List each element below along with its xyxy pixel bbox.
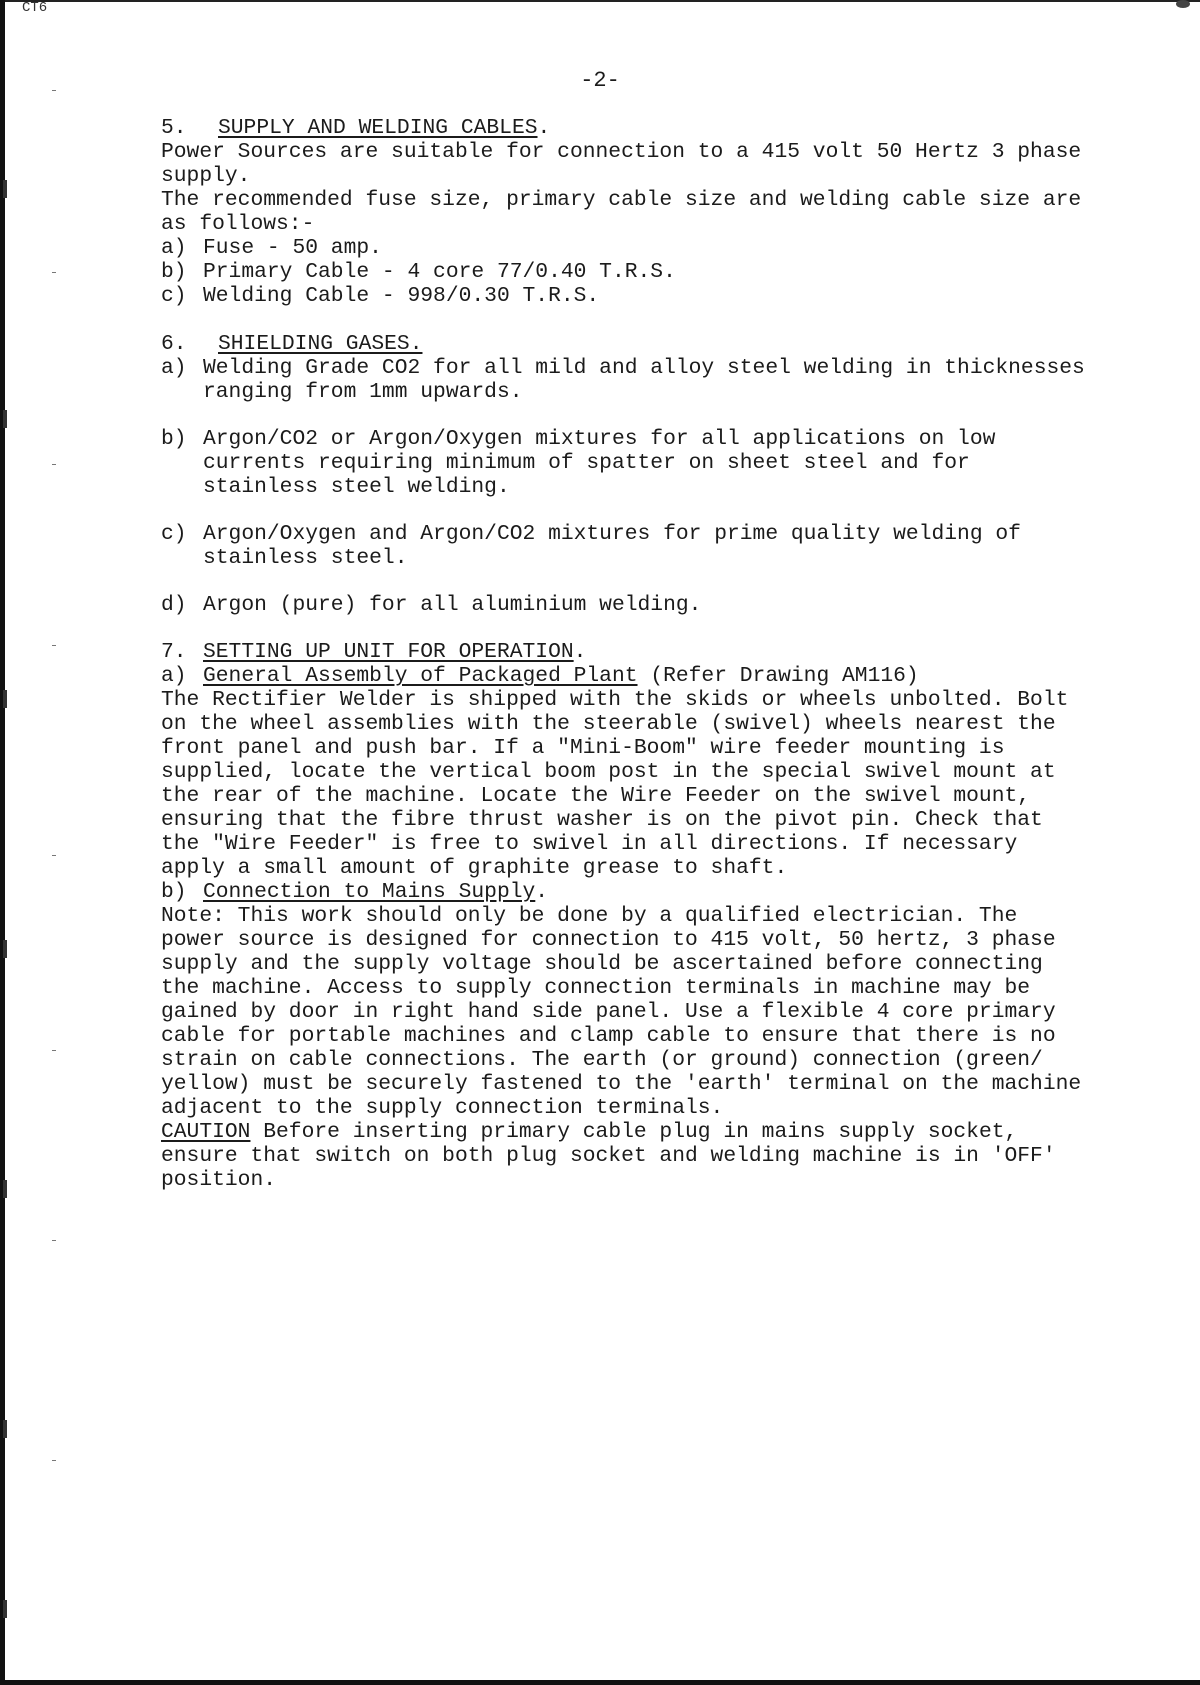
list-item-text: Argon (pure) for all aluminium welding.: [203, 593, 702, 617]
cable-size-list: [161, 236, 1091, 308]
list-item-text: Welding Cable - 998/0.30 T.R.S.: [203, 284, 600, 308]
section-5-heading: [161, 116, 1091, 140]
margin-tick: [52, 1460, 56, 1461]
subsection-a-body: The Rectifier Welder is shipped with the skids or wheels unbolted. Bolt on the wheel assemblies with the steerable (swivel) wheels nearest the front panel and push bar. If a "Mini-Boom" wire feeder mounting is supplied, locate the vertical boom post in the special swivel mount at the rear of the machine. Locate the Wire Feeder on the swivel mount, ensuring that the fibre thrust washer is on the pivot pin. Check that the "Wire Feeder" is free to swivel in all directions. If necessary apply a small amount of graphite grease to shaft.: [161, 688, 1069, 880]
section-title: SHIELDING GASES.: [218, 332, 423, 356]
section-title-end: .: [573, 640, 587, 664]
document-body: [161, 116, 1091, 1192]
list-item: [161, 260, 1091, 284]
list-marker: c): [161, 284, 187, 308]
caution-label: CAUTION: [161, 1120, 251, 1144]
section-7-heading: [161, 640, 1091, 664]
scan-top-edge: [0, 0, 1200, 2]
section-5-paragraph-2: The recommended fuse size, primary cable size and welding cable size are as follows:-: [161, 188, 1082, 236]
margin-tick: [52, 645, 56, 646]
section-6-heading: [161, 332, 1091, 356]
subsection-title-end: .: [535, 880, 549, 904]
page-number: -2-: [580, 68, 620, 93]
gas-item: [161, 427, 1091, 499]
margin-tick: [52, 855, 56, 856]
list-marker: b): [161, 427, 187, 451]
section-number: 5.: [161, 116, 187, 140]
scan-speck: [3, 1420, 7, 1438]
gas-item: [161, 356, 1091, 404]
scan-speck: [3, 690, 7, 708]
section-number: 7.: [161, 640, 187, 664]
list-item-text: Argon/CO2 or Argon/Oxygen mixtures for all applications on low currents requiring minimum of spatter on sheet steel and for stainless steel welding.: [203, 427, 996, 499]
scan-speck: [3, 1600, 7, 1618]
list-item-text: Fuse - 50 amp.: [203, 236, 382, 260]
list-marker: a): [161, 356, 187, 380]
list-item: [161, 236, 1091, 260]
section-title: SUPPLY AND WELDING CABLES: [218, 116, 538, 140]
section-number: 6.: [161, 332, 187, 356]
subsection-title: Connection to Mains Supply: [203, 880, 536, 904]
gas-item: [161, 593, 1091, 617]
scan-speck: [3, 180, 7, 198]
subsection-marker: b): [161, 880, 187, 904]
scan-speck: [3, 940, 7, 958]
list-marker: d): [161, 593, 187, 617]
list-item: [161, 284, 1091, 308]
gas-item: [161, 522, 1091, 570]
subsection-marker: a): [161, 664, 187, 688]
scan-bottom-edge: [0, 1680, 1200, 1685]
drawing-reference: (Refer Drawing AM116): [650, 664, 919, 688]
caution-text: Before inserting primary cable plug in mains supply socket, ensure that switch on both plug socket and welding machine is in 'OFF' position.: [161, 1120, 1056, 1192]
subsection-b-heading: [161, 880, 1091, 904]
subsection-a-heading: [161, 664, 1091, 688]
section-title: SETTING UP UNIT FOR OPERATION: [203, 640, 574, 664]
corner-stamp-left: CT6: [22, 0, 48, 16]
margin-tick: [52, 272, 56, 273]
list-item-text: Welding Grade CO2 for all mild and alloy steel welding in thicknesses ranging from 1mm upwards.: [203, 356, 1085, 404]
margin-tick: [52, 1240, 56, 1241]
scan-speck: [3, 1180, 7, 1198]
subsection-title: General Assembly of Packaged Plant: [203, 664, 638, 688]
margin-tick: [52, 464, 56, 465]
subsection-b-body: Note: This work should only be done by a qualified electrician. The power source is designed for connection to 415 volt, 50 hertz, 3 phase supply and the supply voltage should be ascertained before connecting the machine. Access to supply connection terminals in machine may be gained by door in right hand side panel. Use a flexible 4 core primary cable for portable machines and clamp cable to ensure that there is no strain on cable connections. The earth (or ground) connection (green/ yellow) must be securely fastened to the 'earth' terminal on the machine adjacent to the supply connection terminals.: [161, 904, 1082, 1120]
corner-stamp-right-icon: [1176, 0, 1190, 8]
list-marker: a): [161, 236, 187, 260]
section-5-paragraph-1: Power Sources are suitable for connection to a 415 volt 50 Hertz 3 phase supply.: [161, 140, 1082, 188]
list-item-text: Argon/Oxygen and Argon/CO2 mixtures for prime quality welding of stainless steel.: [203, 522, 1021, 570]
list-marker: c): [161, 522, 187, 546]
list-item-text: Primary Cable - 4 core 77/0.40 T.R.S.: [203, 260, 676, 284]
list-marker: b): [161, 260, 187, 284]
scan-speck: [3, 410, 7, 428]
section-title-end: .: [537, 116, 551, 140]
caution-paragraph: [161, 1120, 1091, 1192]
margin-tick: [52, 1050, 56, 1051]
